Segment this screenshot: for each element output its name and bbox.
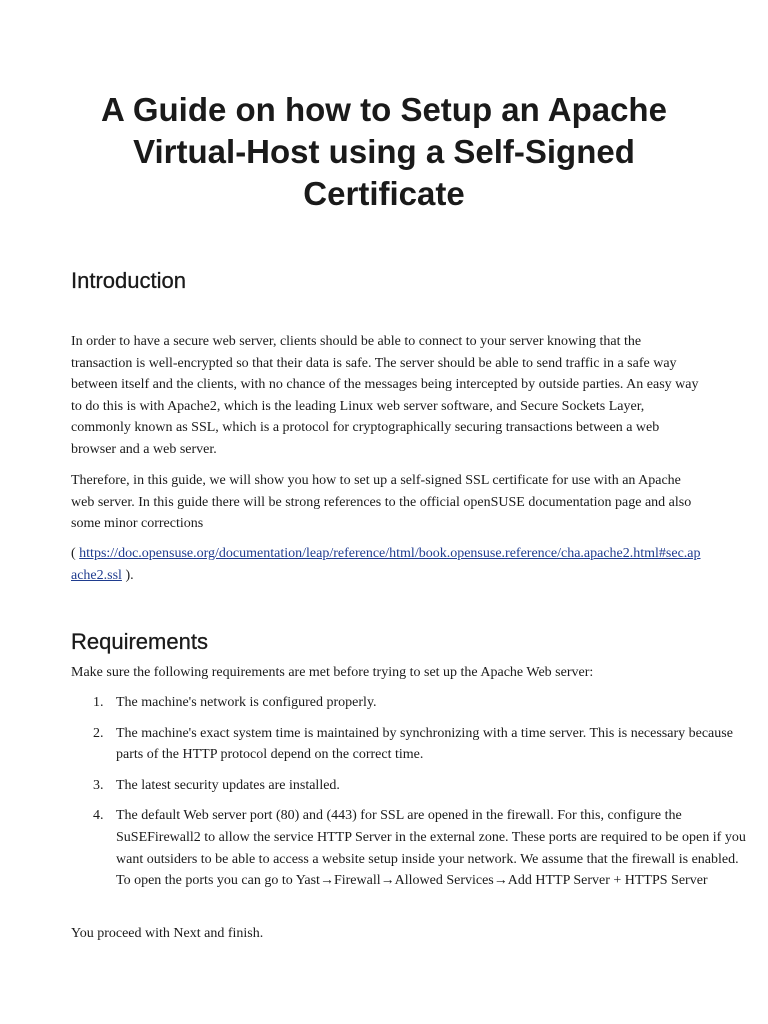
list-item: The default Web server port (80) and (443) for SSL are opened in the firewall. For this, configure the SuSEFirewall2 to allow the service HTTP Server in the external zone. These ports are required to be open if you want outsiders to be able to access a website setup inside your network. We assume that the firewall is enabled. To open the ports you can go to Yast→Firewall→Allowed Services→Add HTTP Server + HTTPS Server xyxy=(116,808,746,889)
document-title: A Guide on how to Setup an Apache Virtual-Host using a Self-Signed Certificate xyxy=(101,91,667,212)
list-item: The machine's exact system time is maintained by synchronizing with a time server. This is necessary because parts of the HTTP protocol depend on the correct time. xyxy=(116,725,733,763)
introduction-heading: Introduction xyxy=(71,268,186,293)
reference-link-paragraph xyxy=(71,543,701,586)
introduction-paragraph-1: In order to have a secure web server, clients should be able to connect to your server knowing that the transaction is well-encrypted so that their data is safe. The server should be able to send traffic in a safe way between itself and the clients, with no chance of the messages being intercepted by outside parties. An easy way to do this is with Apache2, which is the leading Linux web server software, and Secure Sockets Layer, commonly known as SSL, which is a protocol for cryptographically securing transactions between a web browser and a web server. xyxy=(71,334,699,457)
opensuse-docs-link[interactable]: https://doc.opensuse.org/documentation/leap/reference/html/book.opensuse.reference/cha.apache2.html#sec.apache2.ssl xyxy=(71,546,701,583)
link-prefix: ( xyxy=(71,546,80,561)
requirements-lead: Make sure the following requirements are met before trying to set up the Apache Web server: xyxy=(71,665,594,680)
list-item: The latest security updates are installed. xyxy=(116,777,340,793)
list-item: The machine's network is configured properly. xyxy=(116,695,377,710)
requirements-list xyxy=(71,692,746,901)
link-suffix: ). xyxy=(121,567,134,583)
requirements-closing: You proceed with Next and finish. xyxy=(71,926,264,941)
requirements-heading: Requirements xyxy=(71,629,208,654)
introduction-paragraph-2: Therefore, in this guide, we will show you how to set up a self-signed SSL certificate for use with an Apache web server. In this guide there will be strong references to the official openSUSE documentation page and also some minor corrections xyxy=(71,473,692,532)
